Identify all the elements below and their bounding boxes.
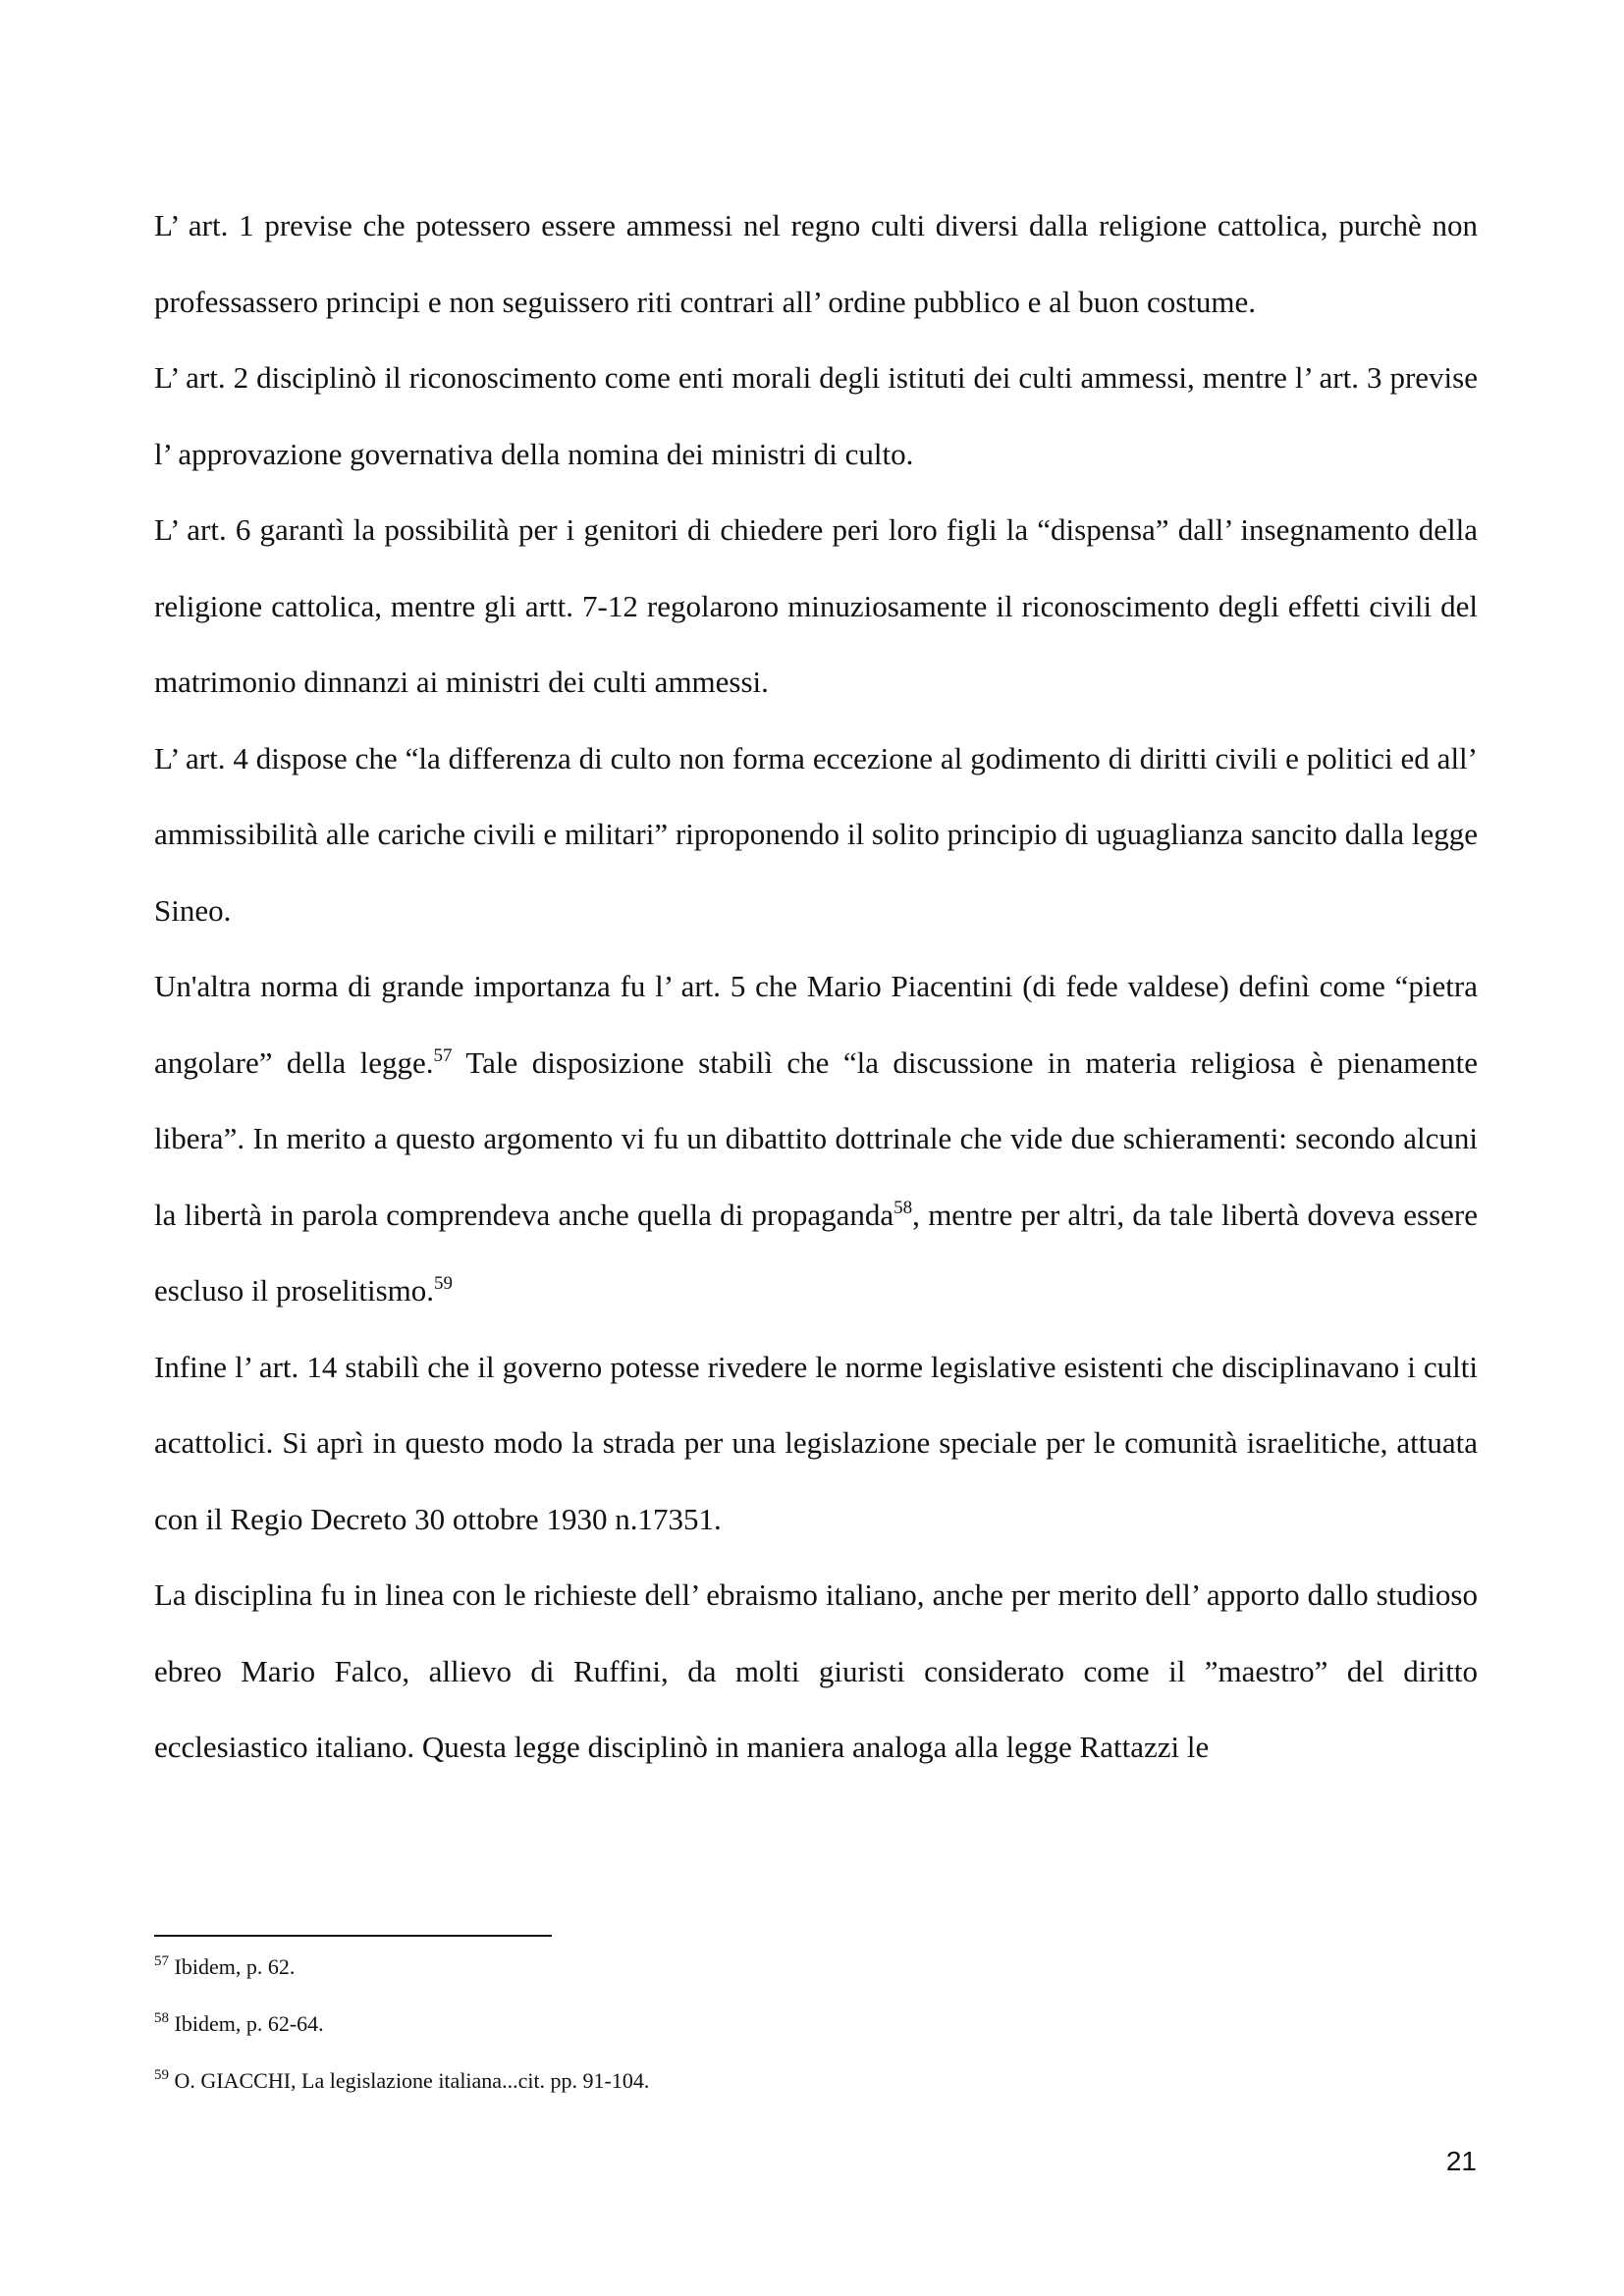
footnote-separator: [154, 1935, 552, 1937]
footnotes: [154, 1939, 1478, 2109]
footnote-ref-59[interactable]: 59: [434, 1273, 454, 1294]
body-text: [154, 187, 1478, 1786]
footnote-59: [154, 2053, 1478, 2109]
footnote-58: [154, 1996, 1478, 2053]
paragraph-art-2: L’ art. 2 disciplinò il riconoscimento come enti morali degli istituti dei culti ammessi, mentre l’ art. 3 previse l’ approvazione governativa della nomina dei ministri di culto.: [154, 360, 1478, 471]
paragraph-disciplina: La disciplina fu in linea con le richieste dell’ ebraismo italiano, anche per merito dell’ apporto dallo studioso ebreo Mario Falco, allievo di Ruffini, da molti giuristi considerato come il ”maestro” del diritto ecclesiastico italiano. Questa legge disciplinò in maniera analoga alla legge Rattazzi le: [154, 1577, 1478, 1764]
paragraph-art-1: L’ art. 1 previse che potessero essere ammessi nel regno culti diversi dalla religione cattolica, purchè non professassero principi e non seguissero riti contrari all’ ordine pubblico e al buon costume.: [154, 208, 1478, 319]
paragraph-art-14: Infine l’ art. 14 stabilì che il governo potesse rivedere le norme legislative esistenti che disciplinavano i culti acattolici. Si aprì in questo modo la strada per una legislazione speciale per le comunità israelitiche, attuata con il Regio Decreto 30 ottobre 1930 n.17351.: [154, 1349, 1478, 1536]
footnote-number: 57: [154, 1953, 169, 1969]
footnote-text: O. GIACCHI, La legislazione italiana...cit. pp. 91-104.: [169, 2068, 650, 2093]
paragraph-art-6: L’ art. 6 garantì la possibilità per i genitori di chiedere peri loro figli la “dispensa” dall’ insegnamento della religione cattolica, mentre gli artt. 7-12 regolarono minuziosamente il riconoscimento degli effetti civili del matrimonio dinnanzi ai ministri dei culti ammessi.: [154, 512, 1478, 699]
paragraph-art-5-part-a: Un'altra norma di grande importanza fu l’ art. 5 che Mario Piacentini (di fede valdese) definì come “pietra angolare” della legge.: [154, 969, 1478, 1080]
paragraph-art-4: L’ art. 4 dispose che “la differenza di culto non forma eccezione al godimento di diritti civili e politici ed all’ ammissibilità alle cariche civili e militari” riproponendo il solito principio di uguaglianza sancito dalla legge Sineo.: [154, 740, 1478, 928]
footnote-57: [154, 1939, 1478, 1996]
footnote-ref-57[interactable]: 57: [433, 1044, 453, 1066]
paragraph-art-5-part-b: Tale disposizione stabilì che “la discussione in materia religiosa è pienamente libera”. In merito a questo argomento vi fu un dibattito dottrinale che vide due schieramenti: secondo alcuni la libertà in parola comprendeva anche quella di propaganda: [154, 1044, 1478, 1232]
paragraph-art-5-part-c: , mentre per altri, da tale libertà doveva essere escluso il proselitismo.: [154, 1197, 1478, 1308]
page-number: 21: [1445, 2146, 1477, 2176]
footnote-number: 58: [154, 2010, 169, 2026]
paragraph-art-5: [154, 948, 1478, 1329]
footnote-number: 59: [154, 2067, 169, 2083]
footnote-text: Ibidem, p. 62-64.: [169, 2011, 324, 2036]
footnote-text: Ibidem, p. 62.: [169, 1954, 296, 1979]
footnote-ref-58[interactable]: 58: [893, 1197, 913, 1218]
